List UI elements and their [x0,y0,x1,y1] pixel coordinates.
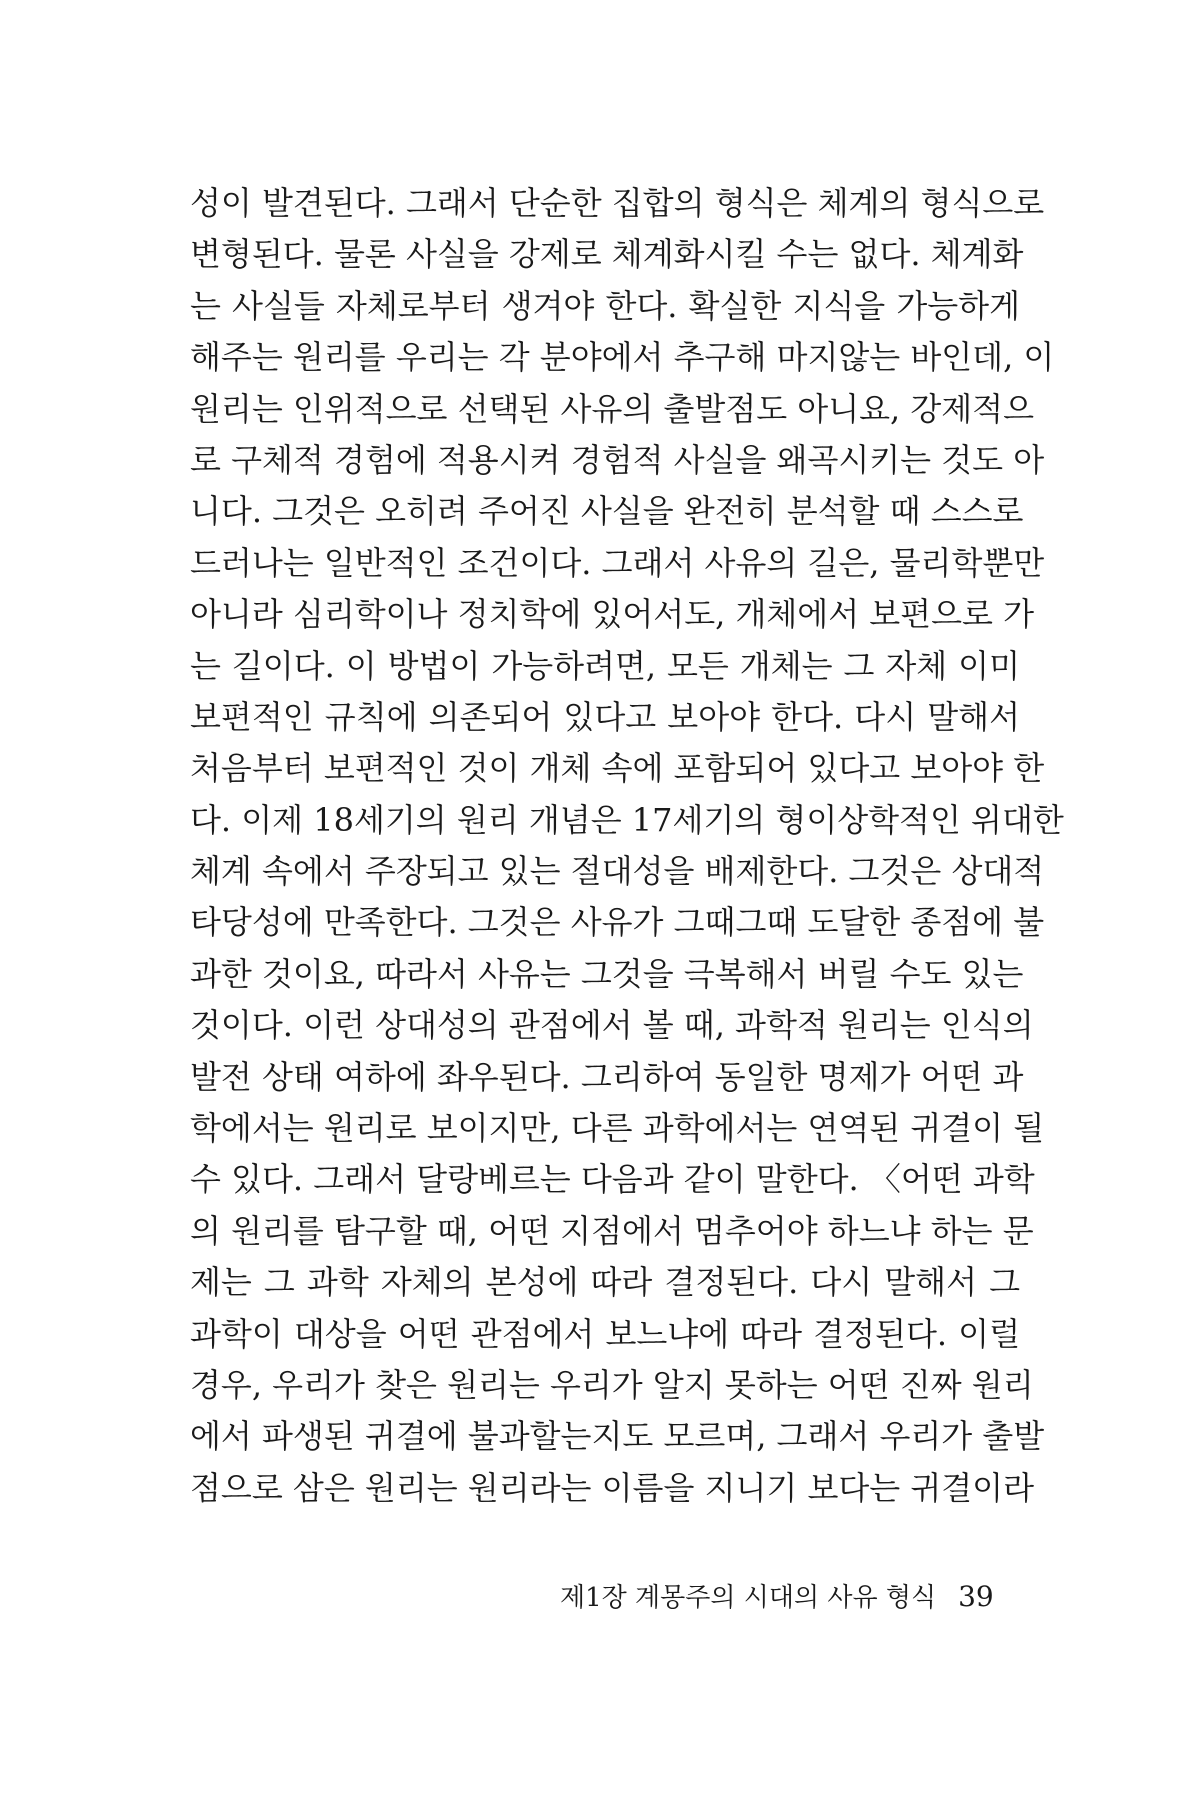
running-title: 제1장 계몽주의 시대의 사유 형식 [560,1583,937,1613]
text-line: 체계 속에서 주장되고 있는 절대성을 배제한다. 그것은 상대적 [190,852,1045,891]
text-line: 보편적인 규칙에 의존되어 있다고 보아야 한다. 다시 말해서 [190,697,1020,736]
text-line: 변형된다. 물론 사실을 강제로 체계화시킬 수는 없다. 체계화 [190,235,1024,274]
text-line: 것이다. 이런 상대성의 관점에서 볼 때, 과학적 원리는 인식의 [190,1006,1034,1045]
running-footer [560,1577,994,1617]
text-line: 처음부터 보편적인 것이 개체 속에 포함되어 있다고 보아야 한 [190,749,1045,788]
text-line: 수 있다. 그래서 달랑베르는 다음과 같이 말한다. 〈어떤 과학 [190,1160,1035,1199]
text-line: 에서 파생된 귀결에 불과할는지도 모르며, 그래서 우리가 출발 [190,1417,1045,1456]
text-line: 성이 발견된다. 그래서 단순한 집합의 형식은 체계의 형식으로 [190,184,1045,222]
text-line: 해주는 원리를 우리는 각 분야에서 추구해 마지않는 바인데, 이 [190,338,1055,377]
text-line: 는 길이다. 이 방법이 가능하려면, 모든 개체는 그 자체 이미 [190,646,1020,685]
text-line: 원리는 인위적으로 선택된 사유의 출발점도 아니요, 강제적으 [190,389,1035,428]
text-line: 로 구체적 경험에 적용시켜 경험적 사실을 왜곡시키는 것도 아 [190,440,1045,479]
text-line: 점으로 삼은 원리는 원리라는 이름을 지니기 보다는 귀결이라 [190,1468,1035,1507]
text-line: 아니라 심리학이나 정치학에 있어서도, 개체에서 보편으로 가 [190,595,1035,634]
text-line: 학에서는 원리로 보이지만, 다른 과학에서는 연역된 귀결이 될 [190,1109,1045,1148]
text-line: 과한 것이요, 따라서 사유는 그것을 극복해서 버릴 수도 있는 [190,954,1024,993]
text-line: 타당성에 만족한다. 그것은 사유가 그때그때 도달한 종점에 불 [190,903,1045,942]
text-line: 니다. 그것은 오히려 주어진 사실을 완전히 분석할 때 스스로 [190,492,1024,531]
text-line: 과학이 대상을 어떤 관점에서 보느냐에 따라 결정된다. 이럴 [190,1314,1020,1353]
text-line: 제는 그 과학 자체의 본성에 따라 결정된다. 다시 말해서 그 [190,1263,1020,1302]
text-line: 는 사실들 자체로부터 생겨야 한다. 확실한 지식을 가능하게 [190,286,1020,325]
text-line: 경우, 우리가 찾은 원리는 우리가 알지 못하는 어떤 진짜 원리 [190,1365,1034,1404]
body-text [190,178,1064,1514]
text-line: 드러나는 일반적인 조건이다. 그래서 사유의 길은, 물리학뿐만 [190,543,1045,582]
text-line: 의 원리를 탐구할 때, 어떤 지점에서 멈추어야 하느냐 하는 문 [190,1211,1034,1250]
text-line: 발전 상태 여하에 좌우된다. 그리하여 동일한 명제가 어떤 과 [190,1057,1024,1096]
text-line: 다. 이제 18세기의 원리 개념은 17세기의 형이상학적인 위대한 [190,800,1064,839]
page-number: 39 [958,1580,994,1613]
